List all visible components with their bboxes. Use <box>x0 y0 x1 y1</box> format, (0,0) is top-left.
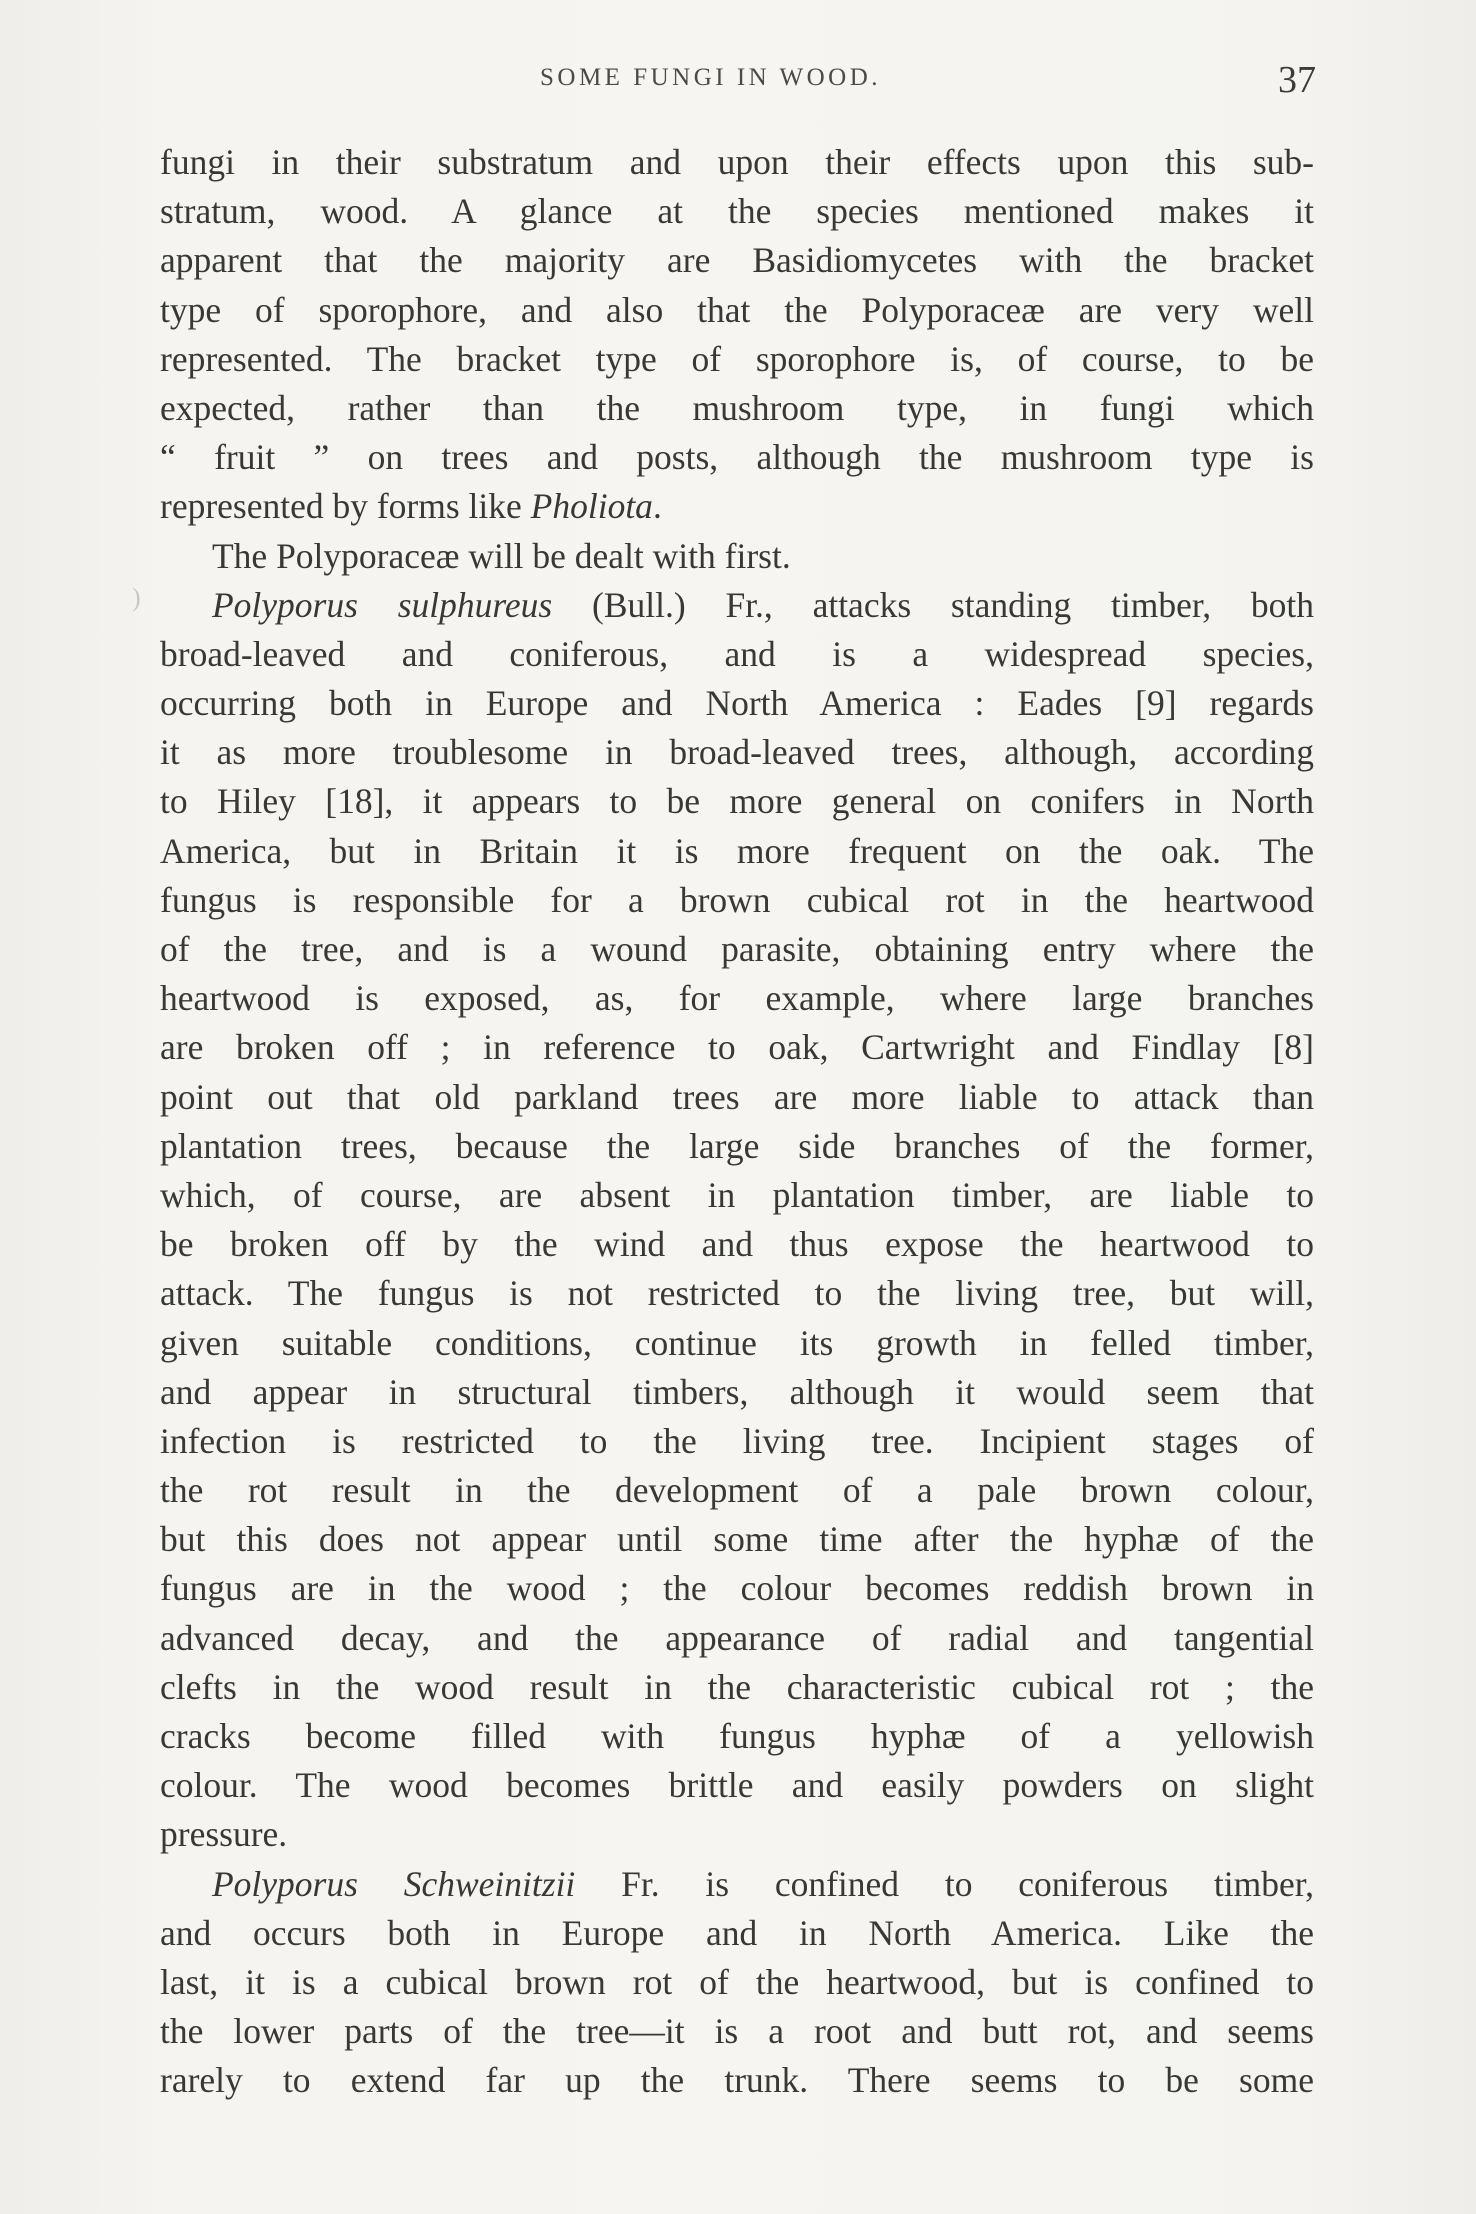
running-title: SOME FUNGI IN WOOD. <box>540 64 882 91</box>
text-line: of the tree, and is a wound parasite, obtaining entry where the <box>160 929 1314 969</box>
text-line: pressure. <box>160 1814 288 1855</box>
text-line: occurring both in Europe and North America : Eades [9] regards <box>160 683 1314 724</box>
text-line: the lower parts of the tree—it is a root and butt rot, and seems <box>160 2011 1314 2052</box>
text-line: The Polyporaceæ will be dealt with first. <box>212 535 791 576</box>
text-line: America, but in Britain it is more frequent on the oak. The <box>160 830 1314 871</box>
text-line: fungus are in the wood ; the colour becomes reddish brown in <box>160 1568 1314 1609</box>
text-line: to Hiley [18], it appears to be more general on conifers in North <box>160 781 1314 822</box>
text-line: point out that old parkland trees are more liable to attack than <box>160 1076 1314 1117</box>
text-line: colour. The wood becomes brittle and easily powders on slight <box>160 1765 1314 1806</box>
text-line: rarely to extend far up the trunk. There seems to be some <box>160 2060 1314 2101</box>
text-line: fungus is responsible for a brown cubical rot in the heartwood <box>160 879 1314 920</box>
species-name: Polyporus sulphureus <box>212 584 553 625</box>
text-line: be broken off by the wind and thus expose the heartwood to <box>160 1224 1314 1265</box>
text-line: type of sporophore, and also that the Polyporaceæ are very well <box>160 289 1314 330</box>
genus-name: Pholiota <box>530 486 653 527</box>
text-line: plantation trees, because the large side branches of the former, <box>160 1125 1314 1166</box>
text-line: Polyporus sulphureus (Bull.) Fr., attacks standing timber, both <box>212 584 1315 625</box>
text-line: and occurs both in Europe and in North America. Like the <box>160 1912 1314 1953</box>
text-line: the rot result in the development of a pale brown colour, <box>160 1470 1314 1511</box>
running-header <box>0 58 1476 108</box>
text-line: represented. The bracket type of sporophore is, of course, to be <box>160 338 1314 379</box>
text-line: broad-leaved and coniferous, and is a widespread species, <box>160 633 1314 674</box>
text-line: given suitable conditions, continue its growth in felled timber, <box>160 1322 1314 1363</box>
text-line: which, of course, are absent in plantation timber, are liable to <box>160 1174 1314 1215</box>
text-line: last, it is a cubical brown rot of the heartwood, but is confined to <box>160 1961 1314 2002</box>
text-line: expected, rather than the mushroom type, in fungi which <box>160 387 1314 428</box>
text-line: are broken off ; in reference to oak, Cartwright and Findlay [8] <box>160 1027 1314 1068</box>
text-line: heartwood is exposed, as, for example, where large branches <box>160 978 1314 1019</box>
text-line: attack. The fungus is not restricted to the living tree, but will, <box>160 1273 1314 1314</box>
text-line: stratum, wood. A glance at the species mentioned makes it <box>160 191 1314 232</box>
text-line: Polyporus Schweinitzii Fr. is confined to coniferous timber, <box>212 1863 1314 1904</box>
body-text <box>160 138 1314 2106</box>
text-line: cracks become filled with fungus hyphæ of a yellowish <box>160 1716 1314 1756</box>
text-line: it as more troublesome in broad-leaved trees, although, according <box>160 732 1314 773</box>
text-line: advanced decay, and the appearance of radial and tangential <box>160 1617 1314 1658</box>
species-name: Polyporus Schweinitzii <box>212 1863 576 1904</box>
text-line: apparent that the majority are Basidiomycetes with the bracket <box>160 240 1314 281</box>
text-line: infection is restricted to the living tree. Incipient stages of <box>160 1420 1314 1461</box>
text-line: and appear in structural timbers, although it would seem that <box>160 1371 1314 1412</box>
text-line: represented by forms like Pholiota. <box>160 486 662 527</box>
text-line: “ fruit ” on trees and posts, although the mushroom type is <box>160 437 1314 478</box>
text-line: clefts in the wood result in the characteristic cubical rot ; the <box>160 1666 1314 1707</box>
text-line: fungi in their substratum and upon their effects upon this sub- <box>160 142 1314 182</box>
margin-mark: ) <box>132 583 141 612</box>
page-number: 37 <box>1278 59 1316 101</box>
text-line: but this does not appear until some time after the hyphæ of the <box>160 1519 1314 1560</box>
